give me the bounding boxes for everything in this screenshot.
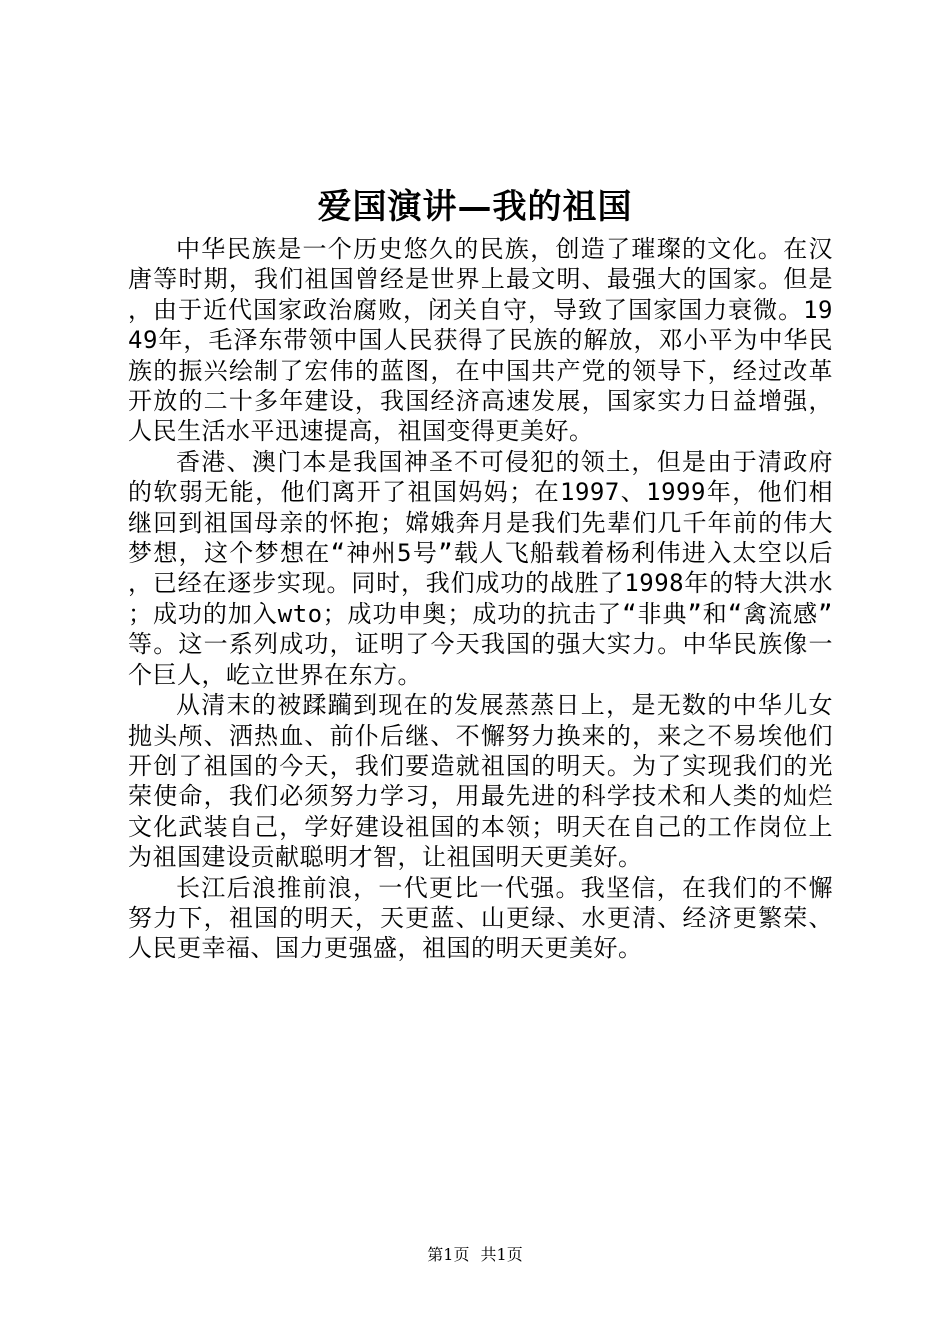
paragraph: 中华民族是一个历史悠久的民族，创造了璀璨的文化。在汉唐等时期，我们祖国曾经是世界上最文明、最强大的国家。但是，由于近代国家政治腐败，闭关自守，导致了国家国力衰微。1949年，毛泽东带领中国人民获得了民族的解放，邓小平为中华民族的振兴绘制了宏伟的蓝图，在中国共产党的领导下，经过改革开放的二十多年建设，我国经济高速发展，国家实力日益增强，人民生活水平迅速提高，祖国变得更美好。 — [128, 235, 833, 446]
page-number: 第1页 — [427, 1245, 470, 1264]
paragraph: 从清末的被蹂躏到现在的发展蒸蒸日上，是无数的中华儿女抛头颅、洒热血、前仆后继、不懈努力换来的，来之不易埃他们开创了祖国的今天，我们要造就祖国的明天。为了实现我们的光荣使命，我们必须努力学习，用最先进的科学技术和人类的灿烂文化武装自己，学好建设祖国的本领；明天在自己的工作岗位上为祖国建设贡献聪明才智，让祖国明天更美好。 — [128, 691, 833, 872]
page-footer — [0, 1245, 950, 1265]
document-title: 爱国演讲—我的祖国 — [317, 187, 633, 227]
page-total: 共1页 — [480, 1245, 523, 1264]
paragraph: 香港、澳门本是我国神圣不可侵犯的领土，但是由于清政府的软弱无能，他们离开了祖国妈妈；在1997、1999年，他们相继回到祖国母亲的怀抱；嫦娥奔月是我们先辈们几千年前的伟大梦想，这个梦想在“神州5号”载人飞船载着杨利伟进入太空以后，已经在逐步实现。同时，我们成功的战胜了1998年的特大洪水；成功的加入wto；成功申奥；成功的抗击了“非典”和“禽流感”等。这一系列成功，证明了今天我国的强大实力。中华民族像一个巨人，屹立世界在东方。 — [128, 447, 833, 689]
paragraph: 长江后浪推前浪，一代更比一代强。我坚信，在我们的不懈努力下，祖国的明天，天更蓝、山更绿、水更清、经济更繁荣、人民更幸福、国力更强盛，祖国的明天更美好。 — [128, 873, 833, 963]
document-body — [128, 234, 833, 964]
